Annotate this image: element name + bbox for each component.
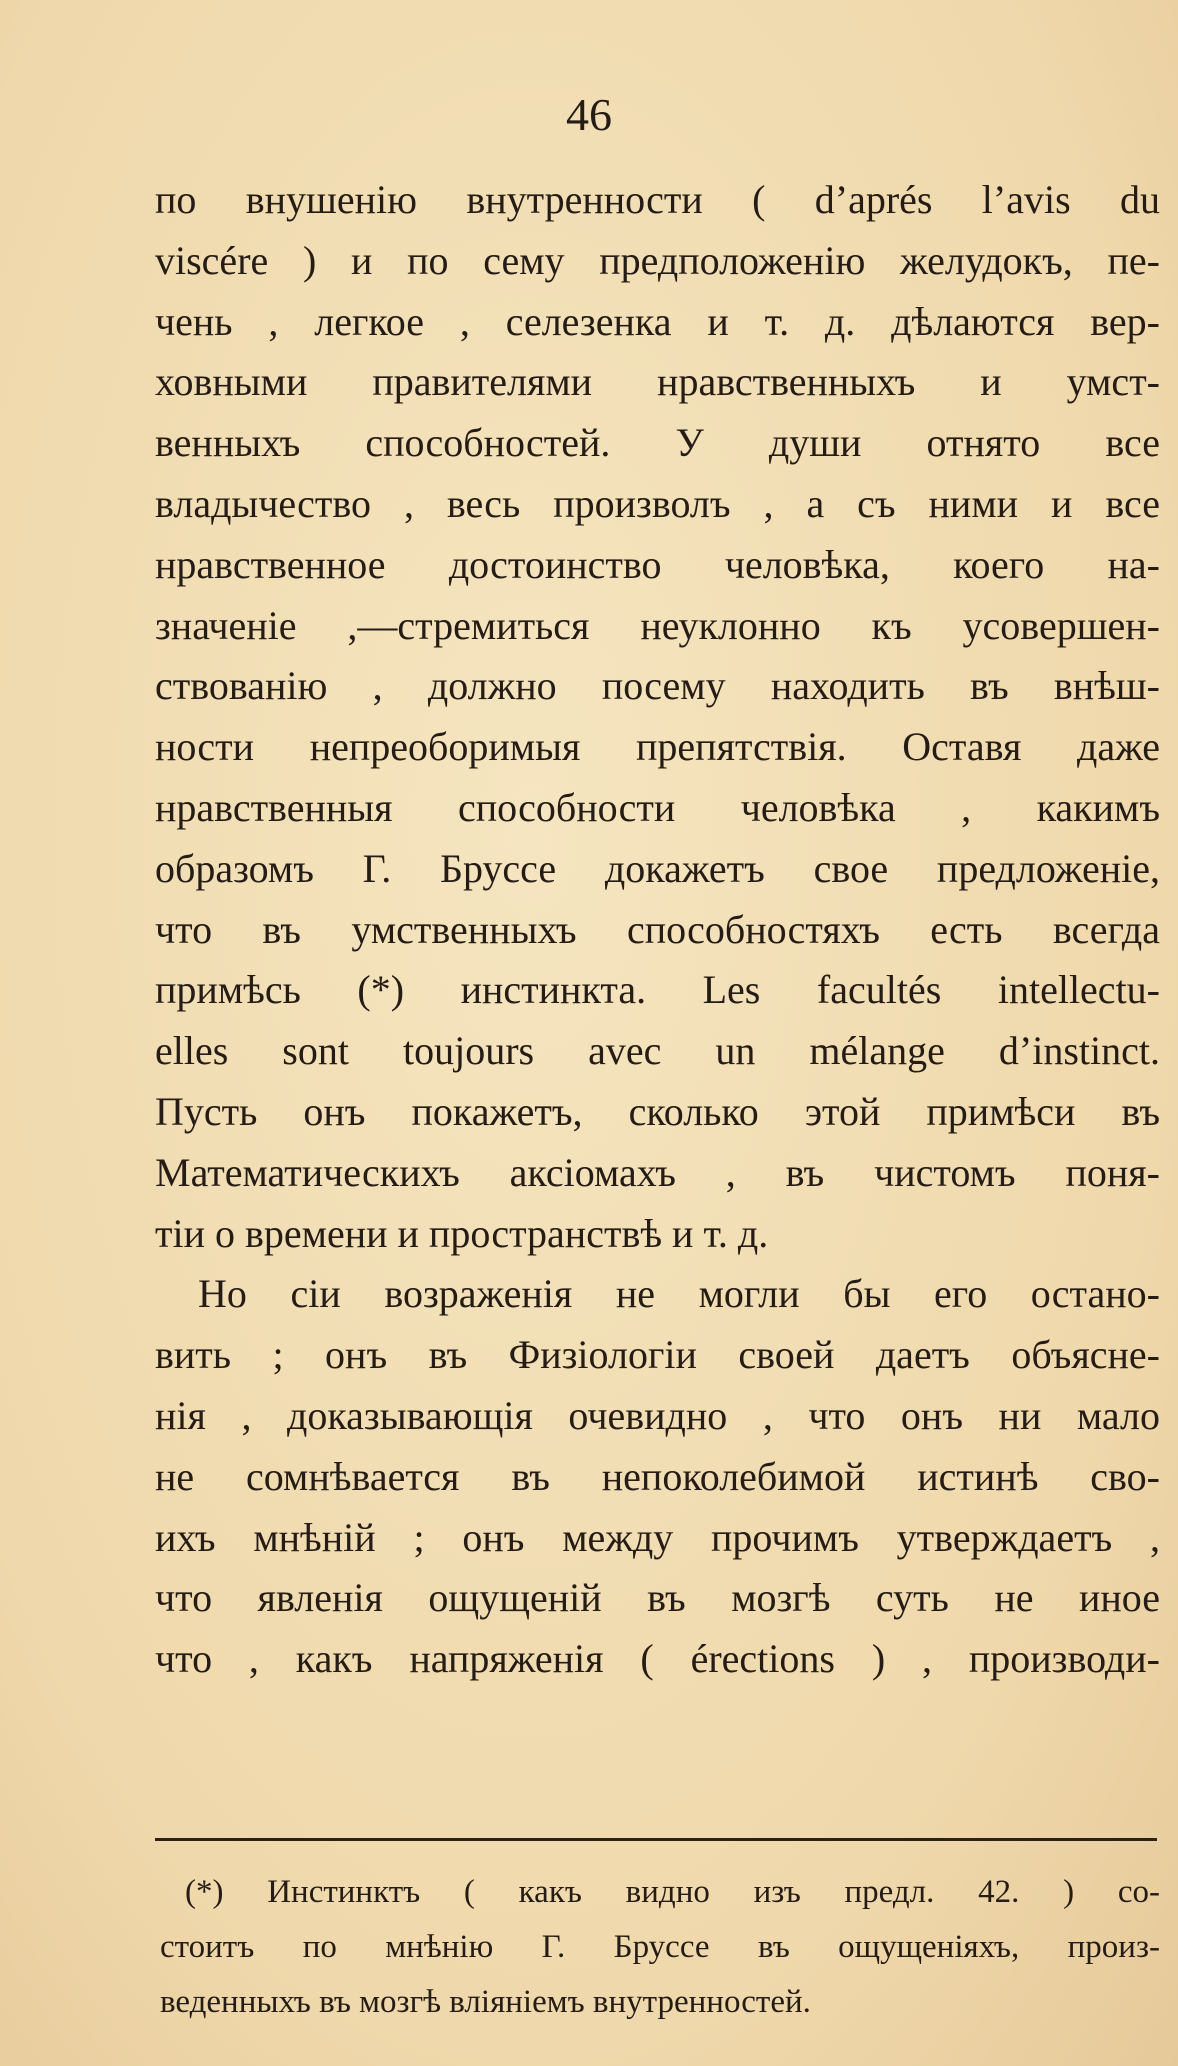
text-line: viscére ) и по сему предположенію желудокъ, пе-	[155, 237, 1160, 283]
text-line: что въ умственныхъ способностяхъ есть всегда	[155, 906, 1160, 952]
text-line: что явленія ощущеній въ мозгѣ суть не иное	[155, 1575, 1160, 1621]
text-line: нравственное достоинство человѣка, коего на-	[155, 541, 1160, 587]
footnote-line: стоитъ по мнѣнію Г. Бруссе въ ощущеніяхъ, произ-	[160, 1929, 1160, 1965]
text-line: вить ; онъ въ Физіологіи своей даетъ объясне-	[155, 1332, 1160, 1378]
text-line: примѣсь (*) инстинкта. Les facultés intellectu-	[155, 967, 1160, 1013]
text-line: Но сіи возраженія не могли бы его остано-	[198, 1271, 1160, 1317]
text-line: ихъ мнѣній ; онъ между прочимъ утверждаетъ ,	[155, 1514, 1160, 1560]
text-line: владычество , весь произволъ , а съ ними и все	[155, 480, 1160, 526]
text-line: тіи о времени и пространствѣ и т. д.	[155, 1210, 769, 1256]
footnote-line: (*) Инстинктъ ( какъ видно изъ предл. 42. ) со-	[185, 1874, 1160, 1910]
footnote	[160, 1865, 1160, 2030]
text-line: образомъ Г. Бруссе докажетъ свое предложеніе,	[155, 845, 1160, 891]
text-line: что , какъ напряженія ( érections ) , производи-	[155, 1636, 1160, 1682]
footnote-divider	[155, 1838, 1157, 1841]
text-line: ствованію , должно посему находить въ внѣш-	[155, 663, 1160, 709]
text-line: Пусть онъ покажетъ, сколько этой примѣси въ	[155, 1088, 1160, 1134]
page-number: 46	[566, 89, 612, 140]
text-line: по внушенію внутренности ( d’aprés l’avis du	[155, 177, 1160, 222]
text-line: не сомнѣвается въ непоколебимой истинѣ сво-	[155, 1453, 1160, 1499]
text-line: нія , доказывающія очевидно , что онъ ни мало	[155, 1392, 1160, 1438]
text-line: elles sont toujours avec un mélange d’instinct.	[155, 1028, 1160, 1074]
text-line: ховными правителями нравственныхъ и умст-	[155, 359, 1160, 405]
text-line: значеніе ,—стремиться неуклонно къ усовершен-	[155, 602, 1160, 648]
text-line: чень , легкое , селезенка и т. д. дѣлаются вер-	[155, 298, 1160, 344]
text-line: Математическихъ аксіомахъ , въ чистомъ поня-	[155, 1149, 1160, 1195]
main-text	[155, 170, 1160, 1690]
footnote-line: веденныхъ въ мозгѣ вліяніемъ внутренностей.	[160, 1984, 811, 2020]
text-line: венныхъ способностей. У души отнято все	[155, 420, 1160, 466]
text-line: нравственныя способности человѣка , какимъ	[155, 784, 1160, 830]
text-line: ности непреоборимыя препятствія. Оставя даже	[155, 724, 1160, 770]
